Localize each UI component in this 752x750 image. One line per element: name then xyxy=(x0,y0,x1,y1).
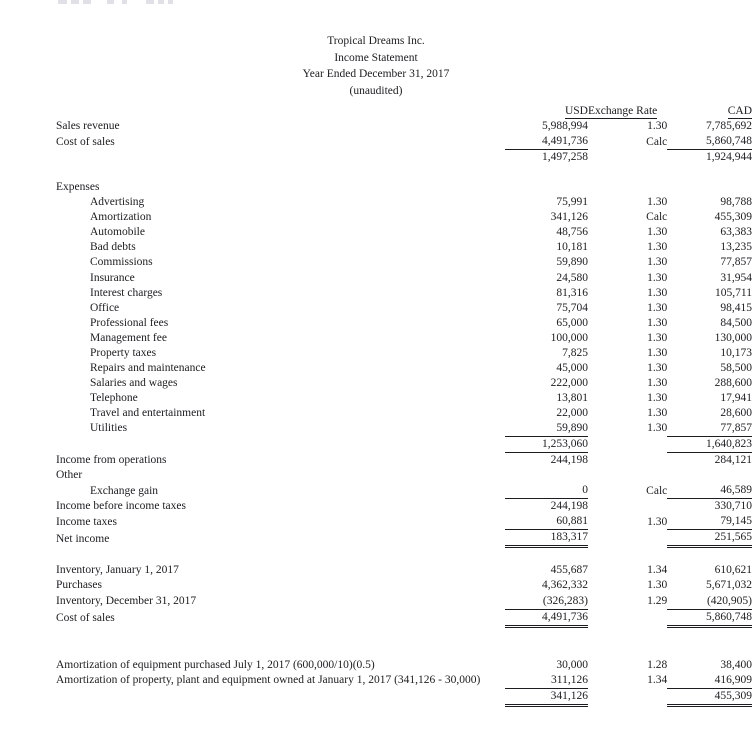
income-from-operations-usd: 244,198 xyxy=(505,453,588,469)
statement-heading xyxy=(0,33,752,99)
row-label-amortization-ppe: Amortization of property, plant and equipment owned at January 1, 2017 (341,126 - 30,000) xyxy=(56,674,481,687)
spacer-row xyxy=(56,547,752,564)
row-label-total-expenses xyxy=(56,437,505,453)
telephone-usd: 13,801 xyxy=(556,391,588,404)
spacer-row xyxy=(56,165,752,180)
table-row xyxy=(56,391,752,406)
sales-revenue-usd: 5,988,994 xyxy=(541,120,588,133)
telephone-cad: 17,941 xyxy=(720,391,752,404)
row-label-office: Office xyxy=(90,301,120,314)
row-label-net-income: Net income xyxy=(56,532,110,545)
row-label-insurance: Insurance xyxy=(90,271,135,284)
row-label-amortization-total xyxy=(56,688,505,705)
table-row xyxy=(56,376,752,391)
table-row xyxy=(56,210,752,225)
table-header-row xyxy=(56,104,752,119)
table-row-subtotal xyxy=(56,453,752,469)
table-row-heading xyxy=(56,180,752,195)
inventory-january-usd: 455,687 xyxy=(550,564,588,577)
table-row xyxy=(56,563,752,578)
table-row xyxy=(56,361,752,376)
amortization-total-rate xyxy=(588,688,667,705)
table-row xyxy=(56,286,752,301)
income-from-operations-cad: 284,121 xyxy=(667,453,752,469)
table-row-subtotal xyxy=(56,437,752,453)
office-usd: 75,704 xyxy=(556,301,588,314)
cost-of-sales-usd: 4,491,736 xyxy=(541,135,588,148)
amortization-equipment-cad: 38,400 xyxy=(720,658,752,671)
row-label-other-heading: Other xyxy=(56,469,83,482)
purchases-usd: 4,362,332 xyxy=(541,579,588,592)
row-label-sales-revenue: Sales revenue xyxy=(56,120,120,133)
row-label-repairs-and-maintenance: Repairs and maintenance xyxy=(90,361,206,374)
row-label-amortization-equipment: Amortization of equipment purchased July 1, 2017 (600,000/10)(0.5) xyxy=(56,658,375,671)
row-label-income-before-income-taxes: Income before income taxes xyxy=(56,500,186,513)
travel-and-entertainment-cad: 28,600 xyxy=(720,406,752,419)
insurance-usd: 24,580 xyxy=(556,271,588,284)
table-row xyxy=(56,134,752,150)
amortization-equipment-usd: 30,000 xyxy=(556,658,588,671)
gross-profit-rate xyxy=(588,150,667,166)
cost-of-sales-cad: 5,860,748 xyxy=(706,135,752,148)
table-row xyxy=(56,301,752,316)
row-label-management-fee: Management fee xyxy=(90,331,167,344)
repairs-and-maintenance-usd: 45,000 xyxy=(556,361,588,374)
advertising-usd: 75,991 xyxy=(556,196,588,209)
income-before-income-taxes-rate xyxy=(588,499,667,515)
table-row xyxy=(56,255,752,270)
interest-charges-usd: 81,316 xyxy=(556,286,588,299)
row-label-interest-charges: Interest charges xyxy=(90,286,163,299)
amortization-ppe-rate: 1.34 xyxy=(647,674,668,687)
row-label-advertising: Advertising xyxy=(90,196,145,209)
row-label-expenses-heading: Expenses xyxy=(56,181,100,194)
table-row-total xyxy=(56,530,752,547)
travel-and-entertainment-usd: 22,000 xyxy=(556,406,588,419)
table-row xyxy=(56,271,752,286)
header-spacer xyxy=(56,104,505,119)
table-row xyxy=(56,421,752,437)
audit-note: (unaudited) xyxy=(349,84,403,97)
statement-period: Year Ended December 31, 2017 xyxy=(302,68,450,81)
row-label-cost-of-sales: Cost of sales xyxy=(56,135,115,148)
net-income-cad: 251,565 xyxy=(667,530,752,547)
income-taxes-rate: 1.30 xyxy=(647,515,668,528)
total-expenses-usd: 1,253,060 xyxy=(505,437,588,453)
net-income-rate xyxy=(588,530,667,547)
row-label-cost-of-sales-calc: Cost of sales xyxy=(56,612,115,625)
commissions-cad: 77,857 xyxy=(720,256,752,269)
bad-debts-usd: 10,181 xyxy=(556,241,588,254)
utilities-usd: 59,890 xyxy=(556,421,588,434)
management-fee-usd: 100,000 xyxy=(550,331,588,344)
advertising-rate: 1.30 xyxy=(647,196,668,209)
row-label-bad-debts: Bad debts xyxy=(90,241,136,254)
table-row xyxy=(56,483,752,499)
management-fee-cad: 130,000 xyxy=(714,331,752,344)
row-label-gross-profit xyxy=(56,150,505,166)
professional-fees-cad: 84,500 xyxy=(720,316,752,329)
row-label-telephone: Telephone xyxy=(90,391,138,404)
income-statement-table xyxy=(56,104,752,707)
row-label-commissions: Commissions xyxy=(90,256,153,269)
table-row-total xyxy=(56,609,752,626)
table-row-subtotal xyxy=(56,499,752,515)
amortization-ppe-usd: 311,126 xyxy=(551,673,588,686)
table-row xyxy=(56,195,752,210)
professional-fees-rate: 1.30 xyxy=(647,316,668,329)
utilities-rate: 1.30 xyxy=(647,422,668,435)
commissions-usd: 59,890 xyxy=(556,256,588,269)
travel-and-entertainment-rate: 1.30 xyxy=(647,406,668,419)
property-taxes-cad: 10,173 xyxy=(720,346,752,359)
cost-of-sales-calc-cad: 5,860,748 xyxy=(667,609,752,626)
row-label-exchange-gain: Exchange gain xyxy=(90,484,159,497)
table-row xyxy=(56,578,752,593)
property-taxes-rate: 1.30 xyxy=(647,346,668,359)
company-name: Tropical Dreams Inc. xyxy=(327,35,425,47)
amortization-ppe-cad: 416,909 xyxy=(714,673,752,686)
table-row xyxy=(56,658,752,673)
table-row xyxy=(56,406,752,421)
amortization-cad: 455,309 xyxy=(714,211,752,224)
table-row xyxy=(56,225,752,240)
automobile-rate: 1.30 xyxy=(647,226,668,239)
column-header-cad: CAD xyxy=(727,105,752,117)
table-row-subtotal xyxy=(56,150,752,166)
amortization-total-cad: 455,309 xyxy=(667,688,752,705)
income-taxes-cad: 79,145 xyxy=(720,515,752,528)
page-crop-artifact xyxy=(58,0,178,4)
salaries-and-wages-cad: 288,600 xyxy=(714,376,752,389)
net-income-usd: 183,317 xyxy=(505,530,588,547)
table-row xyxy=(56,316,752,331)
commissions-rate: 1.30 xyxy=(647,256,668,269)
row-label-income-from-operations: Income from operations xyxy=(56,454,167,467)
management-fee-rate: 1.30 xyxy=(647,331,668,344)
office-cad: 98,415 xyxy=(720,301,752,314)
cost-of-sales-calc-usd: 4,491,736 xyxy=(505,609,588,626)
column-header-usd: USD xyxy=(564,105,588,117)
row-label-inventory-january: Inventory, January 1, 2017 xyxy=(56,564,179,577)
income-before-income-taxes-usd: 244,198 xyxy=(505,499,588,515)
gross-profit-cad: 1,924,944 xyxy=(667,150,752,166)
row-label-property-taxes: Property taxes xyxy=(90,346,157,359)
amortization-total-usd: 341,126 xyxy=(505,688,588,705)
row-label-automobile: Automobile xyxy=(90,226,145,239)
amortization-rate: Calc xyxy=(646,211,668,224)
inventory-december-usd: (326,283) xyxy=(542,594,588,607)
amortization-usd: 341,126 xyxy=(550,211,588,224)
automobile-cad: 63,383 xyxy=(720,226,752,239)
purchases-rate: 1.30 xyxy=(647,579,668,592)
salaries-and-wages-rate: 1.30 xyxy=(647,376,668,389)
total-expenses-cad: 1,640,823 xyxy=(667,437,752,453)
row-label-amortization: Amortization xyxy=(90,211,152,224)
table-row xyxy=(56,673,752,689)
spacer-row xyxy=(56,643,752,658)
office-rate: 1.30 xyxy=(647,301,668,314)
row-label-travel-and-entertainment: Travel and entertainment xyxy=(90,406,206,419)
row-label-professional-fees: Professional fees xyxy=(90,316,169,329)
cost-of-sales-rate: Calc xyxy=(646,135,668,148)
exchange-gain-cad: 46,589 xyxy=(720,484,752,497)
table-row xyxy=(56,240,752,255)
table-row xyxy=(56,119,752,134)
total-expenses-rate xyxy=(588,437,667,453)
table-row xyxy=(56,594,752,610)
exchange-gain-rate: Calc xyxy=(646,484,668,497)
exchange-gain-usd: 0 xyxy=(582,484,588,497)
repairs-and-maintenance-cad: 58,500 xyxy=(720,361,752,374)
inventory-january-cad: 610,621 xyxy=(714,564,752,577)
inventory-december-cad: (420,905) xyxy=(706,594,752,607)
row-label-purchases: Purchases xyxy=(56,579,102,592)
table-row-heading xyxy=(56,468,752,483)
row-label-salaries-and-wages: Salaries and wages xyxy=(90,376,178,389)
professional-fees-usd: 65,000 xyxy=(556,316,588,329)
insurance-rate: 1.30 xyxy=(647,271,668,284)
table-row xyxy=(56,514,752,530)
cost-of-sales-calc-rate xyxy=(588,609,667,626)
amortization-equipment-rate: 1.28 xyxy=(647,658,668,671)
table-row xyxy=(56,331,752,346)
sales-revenue-cad: 7,785,692 xyxy=(706,120,752,133)
column-header-exchange-rate: Exchange Rate xyxy=(587,105,658,117)
income-from-operations-rate xyxy=(588,453,667,469)
automobile-usd: 48,756 xyxy=(556,226,588,239)
advertising-cad: 98,788 xyxy=(720,196,752,209)
interest-charges-rate: 1.30 xyxy=(647,286,668,299)
row-label-utilities: Utilities xyxy=(90,422,128,435)
statement-title: Income Statement xyxy=(334,51,418,64)
spacer-row xyxy=(56,626,752,643)
telephone-rate: 1.30 xyxy=(647,391,668,404)
property-taxes-usd: 7,825 xyxy=(562,346,588,359)
bad-debts-cad: 13,235 xyxy=(720,241,752,254)
utilities-cad: 77,857 xyxy=(720,421,752,434)
salaries-and-wages-usd: 222,000 xyxy=(550,376,588,389)
inventory-january-rate: 1.34 xyxy=(647,564,668,577)
inventory-december-rate: 1.29 xyxy=(647,595,668,607)
sales-revenue-rate: 1.30 xyxy=(647,120,668,133)
income-taxes-usd: 60,881 xyxy=(556,515,588,528)
gross-profit-usd: 1,497,258 xyxy=(505,150,588,166)
table-row-total xyxy=(56,688,752,705)
interest-charges-cad: 105,711 xyxy=(715,286,752,299)
purchases-cad: 5,671,032 xyxy=(706,579,752,592)
table-row xyxy=(56,346,752,361)
bad-debts-rate: 1.30 xyxy=(647,241,668,254)
income-before-income-taxes-cad: 330,710 xyxy=(667,499,752,515)
repairs-and-maintenance-rate: 1.30 xyxy=(647,361,668,374)
row-label-inventory-december: Inventory, December 31, 2017 xyxy=(56,595,197,607)
insurance-cad: 31,954 xyxy=(720,271,752,284)
row-label-income-taxes: Income taxes xyxy=(56,515,117,528)
